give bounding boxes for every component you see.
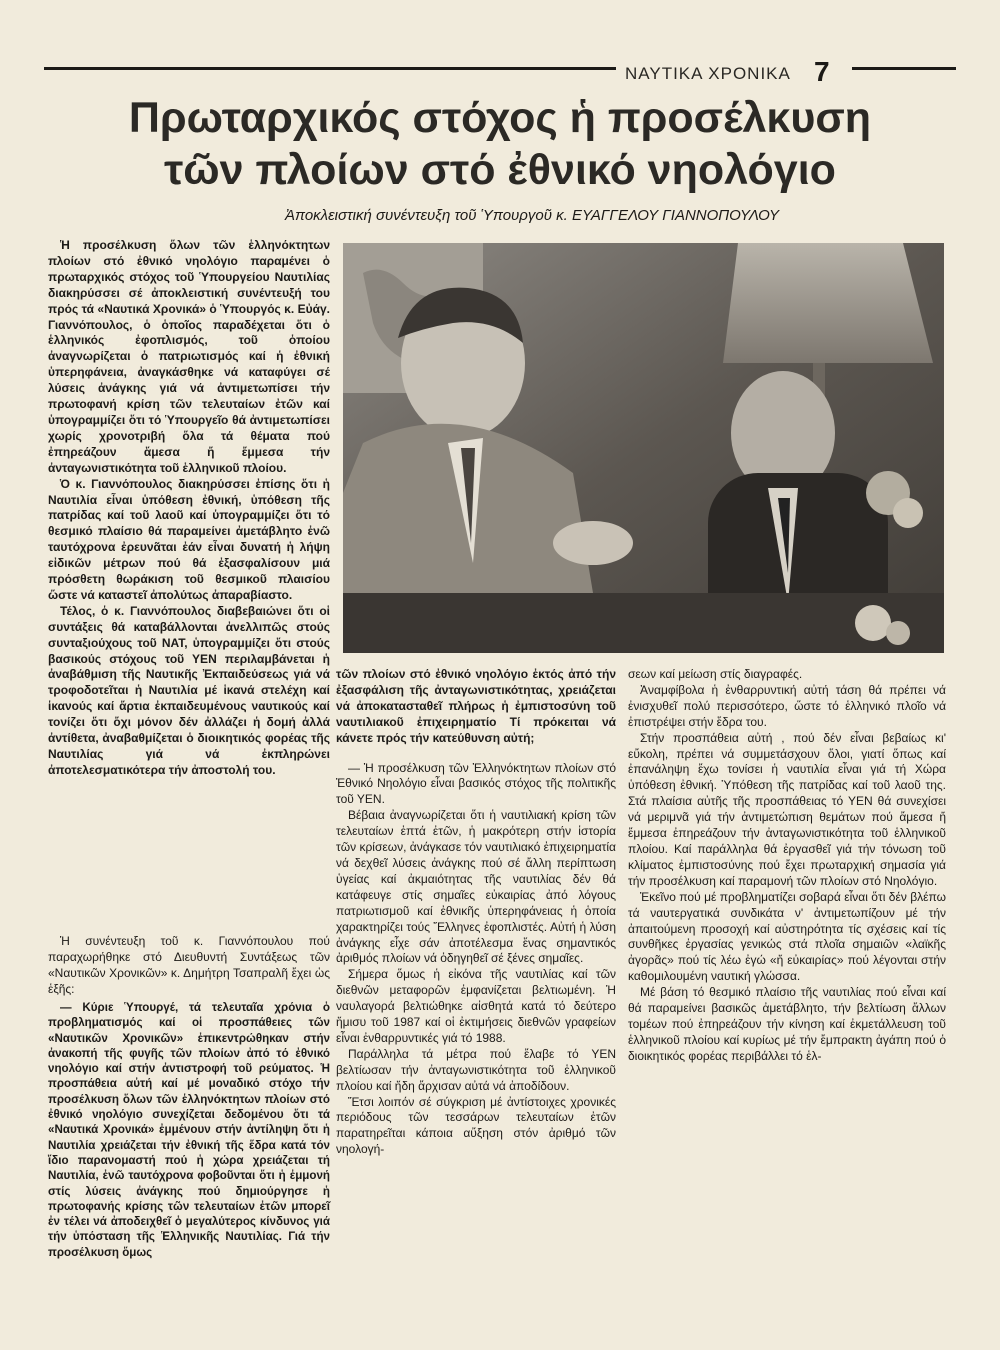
photo-illustration	[343, 243, 944, 653]
interview-photo	[343, 243, 944, 653]
question-column	[48, 1000, 330, 1260]
header-rule-left	[44, 67, 616, 70]
answer-paragraph: Ἀναμφίβολα ἡ ἐνθαρρυντική αὐτή τάση θά πρέπει νά ἐνισχυθεῖ πολύ περισσότερο, ὥστε τό ἑλληνικό πλοῖο νά ἐπιστρέψει στήν ἕδρα του.	[628, 682, 946, 729]
question-paragraph: — Κύριε Ὑπουργέ, τά τελευταῖα χρόνια ὁ προβληματισμός καί οἱ προσπάθειες τῶν «Ναυτικῶν Χρονικῶν» ἐπικεντρώθηκαν στήν ἀνακοπή τῆς φυγῆς τῶν πλοίων ἀπό τό ἐθνικό νηολόγιο καί στήν ἀντιστροφή τοῦ ρεύματος. Ἡ προσπάθεια αὐτή καί μέ μοναδικό στόχο τήν προσέλκυση ὅλων τῶν ἑλληνόκτητων πλοίων στό ἐθνικό νηολόγιο συνεχίζεται δεδομένου ὅτι τά «Ναυτικά Χρονικά» ἐμμένουν στήν ἀντίληψη ὅτι ἡ Ναυτιλία χρειάζεται τήν ἐθνική τῆς ἕδρα κατά τόν ἴδιο παρανομαστή πού ἡ χώρα χρειάζεται τή Ναυτιλία, ἐνῶ ταυτόχρονα φοβοῦνται ὅτι ἡ ἐμμονή στίς λύσεις ἀνάγκης πού δημιούργησε ἡ πρωτοφανής κρίσης τῶν τελευταίων ἐτῶν μπορεῖ ἐν τέλει νά ἀποδειχθεῖ ὁ μεγαλύτερος κίνδυνος γιά τήν ὑπόσταση τῆς Ἑλληνικῆς Ναυτιλίας. Γιά τήν προσέλκυση ὅμως	[48, 1001, 330, 1259]
answer-paragraph: Στήν προσπάθεια αὐτή , πού δέν εἶναι βεβαίως κι' εὔκολη, πρέπει νά συμμετάσχουν ὅλοι, γιατί ὅπως καί ἐπανάληψη ἔχω τονίσει ἡ ναυτιλία εἶναι γιά τή Χώρα ὑπόθεση ἐθνική. Ὑπόθεση τῆς πατρίδας καί τοῦ λαοῦ της. Στά πλαίσια αὐτῆς τῆς προσπάθειας τό ΥΕΝ θά συνεχίσει νά μεριμνᾶ γιά τήν ἀντιμετώπιση θεμάτων πού ἄμεσα ἤ ἔμμεσα ἐπηρεάζουν τήν ἀνταγωνιστικότητα τοῦ ἑλληνικοῦ πλοίου. Καί παράλληλα θά ἐργασθεῖ γιά τήν τόνωση τοῦ κλίματος ἐμπιστοσύνης πού ἔχει πρωταρχική σημασία γιά τήν προσέλκυση καί παραμονή τῶν πλοίων στό Νηολόγιο.	[628, 730, 946, 888]
answer-paragraph: Μέ βάση τό θεσμικό πλαίσιο τῆς ναυτιλίας πού εἶναι καί θά παραμείνει βασικῶς ἀμετάβλητο, τήν βελτίωση ἄλλων τομέων πού ἐπηρεάζουν τήν κίνηση καί ἐκμετάλλευση τοῦ ἑλληνικοῦ πλοίου καί κυρίως μέ τήν ἔμπρακτη ἀγάπη πού ὁ διοικητικός φορέας περιβάλλει τό ἑλ-	[628, 985, 946, 1063]
answer-paragraph: Βέβαια ἀναγνωρίζεται ὅτι ἡ ναυτιλιακή κρίση τῶν τελευταίων ἑπτά ἐτῶν, ἡ μακρότερη στήν ἱστορία τῶν κρίσεων, ἀνάγκασε τόν ναυτιλιακό ἐπιχειρηματία νά δεχθεῖ λύσεις ἀνάγκης πού σέ ἄλλη περίπτωση ὑγείας καί ἀκμαιότητας τῆς ναυτιλίας δέν θά κατάφευγε στίς σημαῖες εὐκαιρίας ἀπό λόγους πατριωτισμοῦ καί ἐθνικῆς ὑπερηφάνειας ἡ ὁποία χαρακτηρίζει τούς Ἕλληνες ἐφοπλιστές. Αὐτή ἡ λύση ἀνάγκης εἶχε σάν ἀποτέλεσμα ἕνας σημαντικός ἀριθμός πλοίων νά ὁδηγηθεῖ σέ ξένες σημαῖες.	[336, 808, 616, 966]
answer-paragraph: Ἐκεῖνο πού μέ προβληματίζει σοβαρά εἶναι ὅτι δέν βλέπω τά ναυτεργατικά συνδικάτα ν' ἀντιμετωπίζουν μέ τήν ἀπαιτούμενη προσοχή καί αὐστηρότητα τίς σχέσεις καί τίς συνθῆκες ἐργασίας γενικώς στά πλοῖα σημαιῶν «λαϊκῆς ἀγορᾶς» πού τίς λέω ἐγώ «ἤ εὐκαιρίας» πού λέγονται στήν καθομιλουμένη ναυτική γλώσσα.	[628, 889, 946, 984]
lead-column	[48, 238, 330, 779]
lead-paragraph: Ὁ κ. Γιαννόπουλος διακηρύσσει ἐπίσης ὅτι ἡ Ναυτιλία εἶναι ὑπόθεση ἐθνική, ὑπόθεση τῆς πατρίδας καί τοῦ λαοῦ καί ὑπογραμμίζει ὅτι τό θεσμικό πλαίσιο θά παραμείνει ἀμετάβλητο ἐνῶ ταυτόχρονα ἐρευνᾶται ἐάν εἶναι δυνατή ἡ λήψη εἰδικῶν μέτρων πού θά ἐξασφαλίσουν μιά πρόσθετη θωράκιση τοῦ θεσμικοῦ πλαισίου ὥστε νά καταστεῖ ἀπολύτως ἀπαραβίαστο.	[48, 476, 330, 602]
answer-paragraph: Ἔτσι λοιπόν σέ σύγκριση μέ ἀντίστοιχες χρονικές περιόδους τῶν τεσσάρων τελευταίων ἐτῶν παρατηρεῖται κάποια αὔξηση στόν ἀριθμό τῶν νηολογή-	[336, 1094, 616, 1157]
lead-paragraph: Ἡ προσέλκυση ὅλων τῶν ἑλληνόκτητων πλοίων στό ἐθνικό νηολόγιο παραμένει ὁ πρωταρχικός στόχος τοῦ Ὑπουργείου Ναυτιλίας διακηρύσσει σέ ἀποκλειστική συνέντευξή του πρός τά «Ναυτικά Χρονικά» ὁ Ὑπουργός κ. Εὐάγ. Γιαννόπουλος, ὁ ὁποῖος παραδέχεται ὅτι ὁ ἑλληνικός ἐφοπλισμός, τοῦ ὁποίου ἀναγνωρίζεται ὁ πατριωτισμός καί ἡ ἐθνική ὑπερηφάνεια, ἀναγκάσθηκε νά καταφύγει σέ λύσεις ἀνάγκης γιά νά ἀντιμετωπίσει τήν πρωτοφανή κρίση τῶν τελευταίων ἐτῶν καί ὑπογραμμίζει ὅτι τό Ὑπουργεῖο θά ἀντιμετωπίσει χωρίς χρονοτριβή ὅλα τά θέματα πού ἐπηρεάζουν ἄμεσα ἤ ἔμμεσα τήν ἀνταγωνιστικότητα τοῦ ἑλληνικοῦ πλοίου.	[48, 238, 330, 475]
answer-paragraph: Παράλληλα τά μέτρα πού ἔλαβε τό ΥΕΝ βελτίωσαν τήν ἀνταγωνιστικότητα τοῦ ἑλληνικοῦ πλοίου καί ἤδη ἄρχισαν αὐτά νά ἀποδίδουν.	[336, 1046, 616, 1093]
answer-paragraph: — Ἡ προσέλκυση τῶν Ἑλληνόκτητων πλοίων στό Ἐθνικό Νηολόγιο εἶναι βασικός στόχος τῆς πολιτικῆς τοῦ ΥΕΝ.	[336, 760, 616, 807]
answer-paragraph: σεων καί μείωση στίς διαγραφές.	[628, 667, 803, 681]
subheadline: Ἀποκλειστική συνέντευξη τοῦ Ὑπουργοῦ κ. ΕΥΑΓΓΕΛΟΥ ΓΙΑΝΝΟΠΟΥΛΟΥ	[285, 207, 780, 224]
intro-column	[48, 934, 330, 998]
right-column	[628, 667, 946, 1065]
intro-paragraph: Ἡ συνέντευξη τοῦ κ. Γιαννόπουλου πού παραχωρήθηκε στό Διευθυντή Συντάξεως τῶν «Ναυτικῶν Χρονικῶν» κ. Δημήτρη Τσαπραλῆ ἔχει ὡς ἑξῆς:	[48, 934, 330, 996]
middle-column	[336, 667, 616, 1158]
question-continuation: τῶν πλοίων στό ἐθνικό νηολόγιο ἐκτός ἀπό τήν ἐξασφάλιση τῆς ἀνταγωνιστικότητας, χρειάζεται νά ἀποκατασταθεῖ πλήρως ἡ ἐμπιστοσύνη τοῦ ναυτιλιακοῦ ἐπιχειρηματίο Τί πρόκειται νά κάνετε πρός τήν κατεύθυνση αὐτή;	[336, 667, 616, 745]
page-number: 7	[814, 56, 830, 87]
publication-name: ΝΑΥΤΙΚΑ ΧΡΟΝΙΚΑ	[625, 64, 791, 83]
headline-line-2: τῶν πλοίων στό ἐθνικό νηολόγιο	[164, 146, 836, 194]
headline-line-1: Πρωταρχικός στόχος ἡ προσέλκυση	[128, 94, 872, 142]
lead-paragraph: Τέλος, ὁ κ. Γιαννόπουλος διαβεβαιώνει ὅτι οἱ συντάξεις θά καταβάλλονται ἀνελλιπῶς στούς συνταξιούχους τοῦ ΝΑΤ, ὑπογραμμίζει ὅτι στούς βασικούς στόχους τοῦ ΥΕΝ περιλαμβάνεται ἡ ἀναβάθμιση τῆς Ναυτικῆς Ἐκπαιδεύσεως γιά νά τροφοδοτεῖται ἡ Ναυτιλία μέ ἱκανά στελέχη καί ἱκανούς καί ἄρτια ἐκπαιδευμένους ναυτικούς καί τονίζει ὅτι ὄχι μόνον δέν ἀλλάζει ἡ δομή ἀλλά ἀντίθετα, ἀναβαθμίζεται ὁ διοικητικός φορέας τῆς Ναυτιλίας γιά νά ἐκπληρώνει ἀποτελεσματικότερα τήν ἀποστολή του.	[48, 603, 330, 777]
answer-paragraph: Σήμερα ὅμως ἡ εἰκόνα τῆς ναυτιλίας καί τῶν διεθνῶν μεταφορῶν ἐμφανίζεται βελτιωμένη. Ἡ ναυλαγορά βελτιώθηκε αἰσθητά κατά τό δεύτερο ἥμισυ τοῦ 1987 καί οἱ ἐκτιμήσεις διεθνῶν γραφείων εἶναι ἐνθαρρυντικές γιά τό 1988.	[336, 967, 616, 1045]
header-rule-right	[852, 67, 956, 70]
headline	[60, 92, 940, 196]
